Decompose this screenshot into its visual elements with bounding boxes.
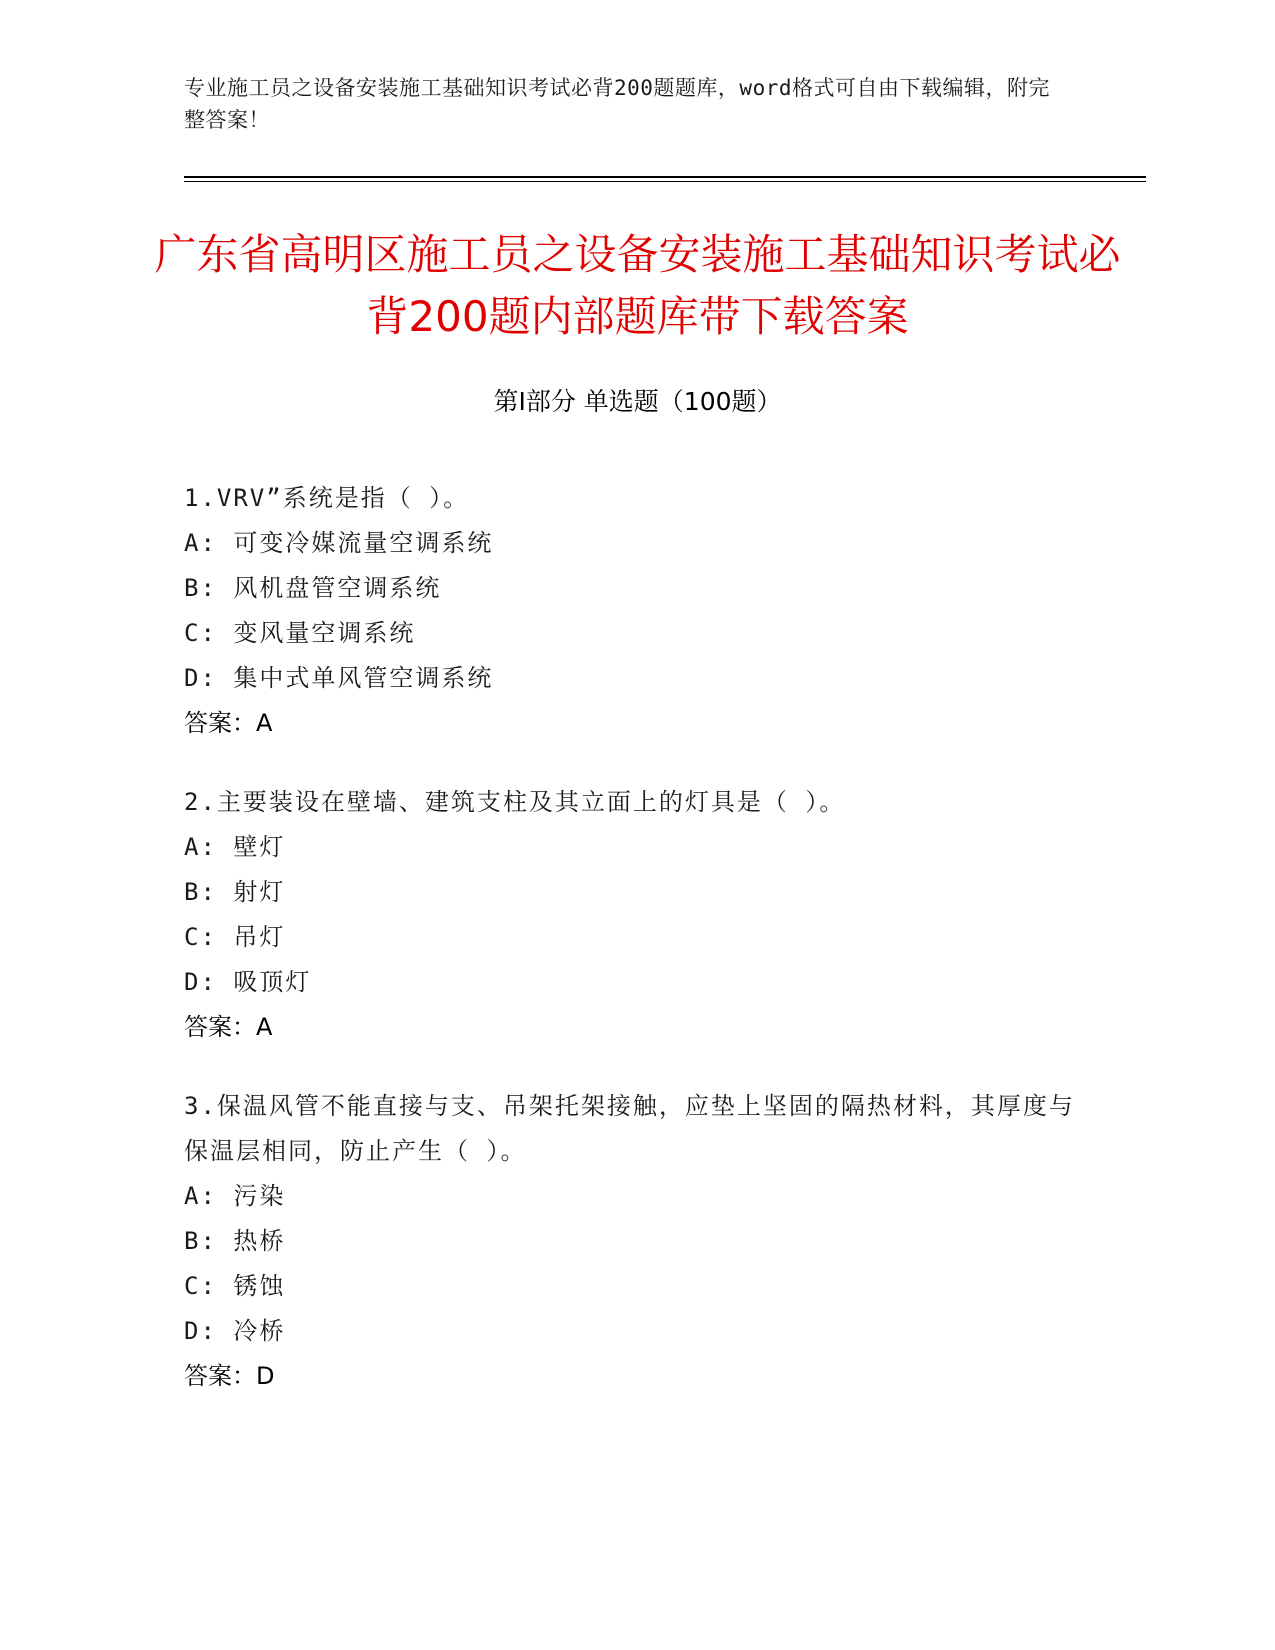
answer: 答案：A: [184, 709, 273, 737]
option-c: C: 吊灯: [184, 923, 286, 951]
question-list: [184, 476, 1084, 1433]
question-3: [184, 1084, 1084, 1399]
section-title: 第Ⅰ部分 单选题（100题）: [493, 387, 782, 416]
header-note: 专业施工员之设备安装施工基础知识考试必背200题题库，word格式可自由下载编辑，附完整答案！: [184, 76, 1050, 132]
answer: 答案：A: [184, 1013, 273, 1041]
answer: 答案：D: [184, 1362, 275, 1390]
option-c: C: 锈蚀: [184, 1272, 286, 1300]
option-b: B: 射灯: [184, 878, 286, 906]
option-d: D: 集中式单风管空调系统: [184, 664, 494, 692]
question-1: [184, 476, 1084, 746]
option-c: C: 变风量空调系统: [184, 619, 416, 647]
question-stem: 1.VRV”系统是指（ ）。: [184, 484, 470, 512]
question-stem: 3.保温风管不能直接与支、吊架托架接触，应垫上坚固的隔热材料，其厚度与保温层相同，防止产生（ ）。: [184, 1092, 1075, 1165]
question-stem: 2.主要装设在壁墙、建筑支柱及其立面上的灯具是（ ）。: [184, 788, 846, 816]
option-a: A: 壁灯: [184, 833, 286, 861]
header-rule-thick: [184, 176, 1146, 178]
option-a: A: 可变冷媒流量空调系统: [184, 529, 494, 557]
option-b: B: 风机盘管空调系统: [184, 574, 442, 602]
option-d: D: 冷桥: [184, 1317, 286, 1345]
option-d: D: 吸顶灯: [184, 968, 312, 996]
option-b: B: 热桥: [184, 1227, 286, 1255]
header-rule-thin: [184, 181, 1146, 182]
document-title: 广东省高明区施工员之设备安装施工基础知识考试必背200题内部题库带下载答案: [154, 230, 1121, 341]
option-a: A: 污染: [184, 1182, 286, 1210]
question-2: [184, 780, 1084, 1050]
